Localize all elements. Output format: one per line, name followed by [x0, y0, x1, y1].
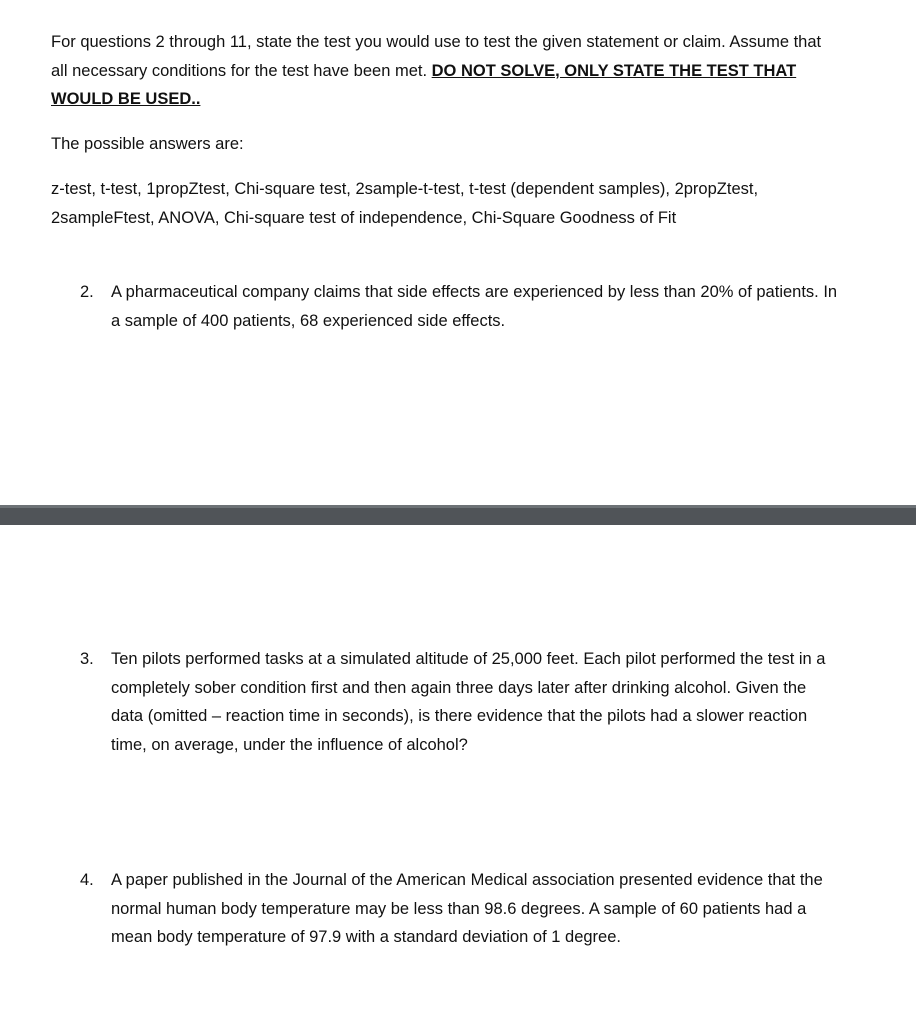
- answers-heading: The possible answers are:: [51, 135, 244, 153]
- page-divider: [0, 505, 916, 525]
- document-page-bottom: [0, 525, 916, 1024]
- question-4: [80, 866, 840, 952]
- instructions-emphasis: DO NOT SOLVE, ONLY STATE THE TEST THAT WOULD BE USED..: [51, 61, 797, 108]
- question-text: Ten pilots performed tasks at a simulated altitude of 25,000 feet. Each pilot performed the test in a completely sober condition first and then again three days later after drinking alcohol. Given the data (omitted – reaction time in seconds), is there evidence that the pilots had a slower reaction time, on average, under the influence of alcohol?: [111, 650, 826, 754]
- document-page-top: [0, 0, 916, 505]
- question-number: 3.: [80, 650, 94, 668]
- question-number: 4.: [80, 871, 94, 889]
- instructions-paragraph: [51, 28, 841, 114]
- answers-list: z-test, t-test, 1propZtest, Chi-square test, 2sample-t-test, t-test (dependent samples), 2propZtest, 2sampleFtest, ANOVA, Chi-square test of independence, Chi-Square Goodness of Fit: [51, 180, 759, 227]
- question-text: A paper published in the Journal of the American Medical association presented evidence that the normal human body temperature may be less than 98.6 degrees. A sample of 60 patients had a mean body temperature of 97.9 with a standard deviation of 1 degree.: [111, 871, 823, 946]
- question-3: [80, 645, 840, 759]
- instructions-text: For questions 2 through 11, state the test you would use to test the given statement or claim. Assume that all necessary conditions for the test have been met.: [51, 33, 822, 80]
- question-text: A pharmaceutical company claims that side effects are experienced by less than 20% of patients. In a sample of 400 patients, 68 experienced side effects.: [111, 283, 838, 330]
- question-2: [80, 278, 840, 335]
- question-number: 2.: [80, 283, 94, 301]
